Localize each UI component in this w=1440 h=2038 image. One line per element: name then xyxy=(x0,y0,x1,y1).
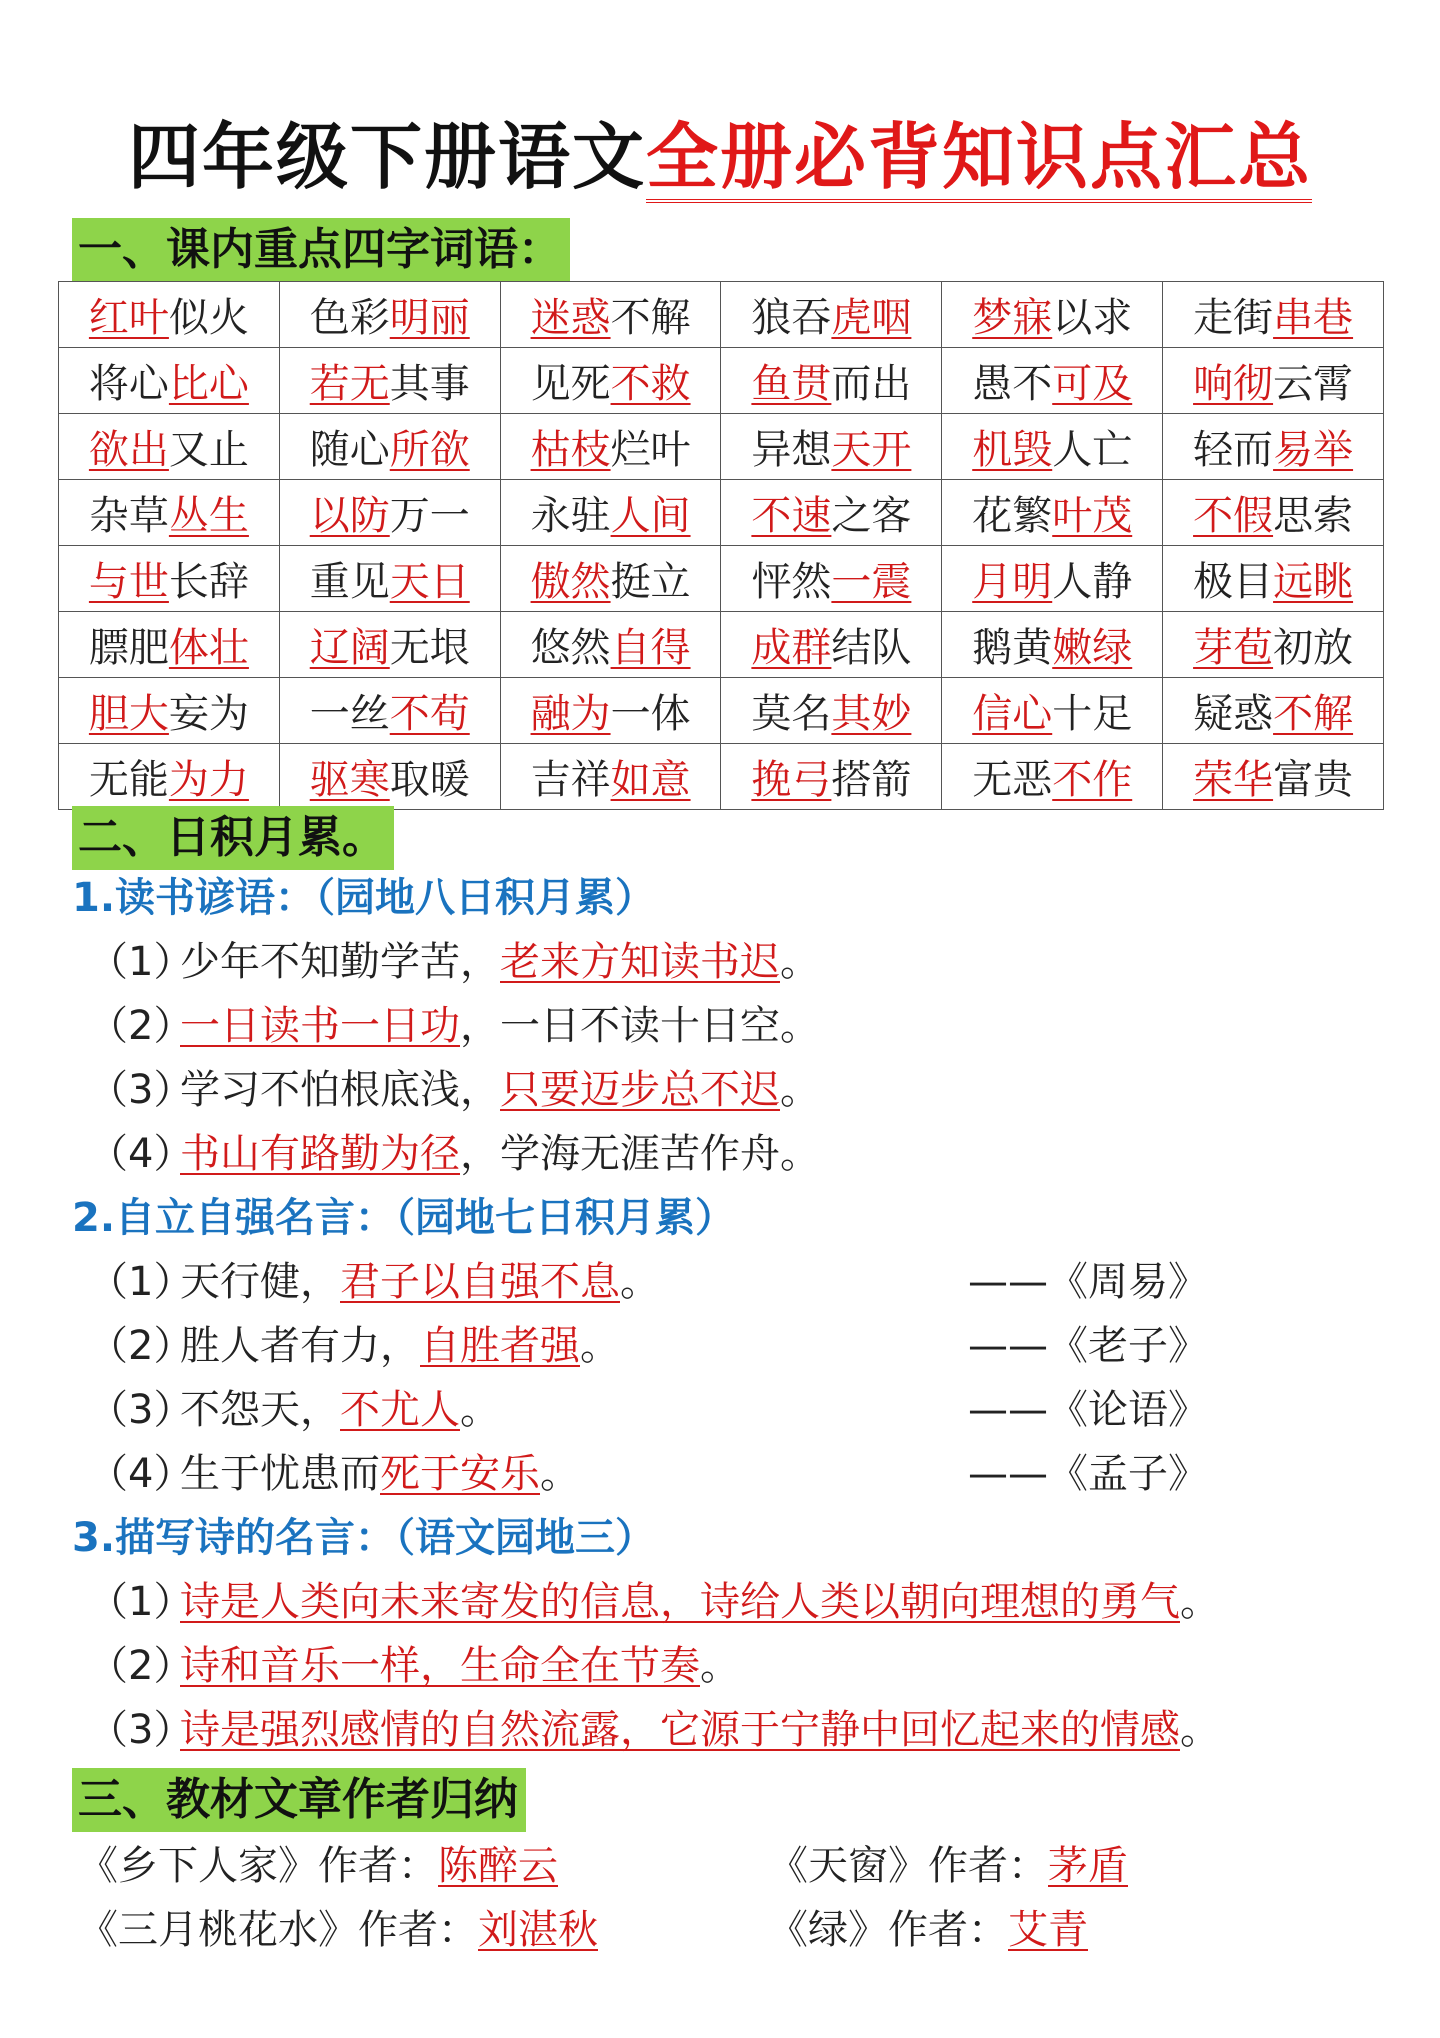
quote-punct: 。 xyxy=(620,1259,660,1305)
idiom-part: 走街 xyxy=(1193,295,1274,341)
idiom-part: 梦寐 xyxy=(972,295,1053,341)
item-number: （1） xyxy=(88,1579,194,1625)
idiom-cell xyxy=(59,744,280,810)
idiom-part: 云霄 xyxy=(1273,361,1354,407)
section3-heading: 三、教材文章作者归纳 xyxy=(72,1768,526,1832)
table-row xyxy=(59,678,1384,744)
idiom-part: 人亡 xyxy=(1052,427,1133,473)
idiom-part: 妄为 xyxy=(168,691,249,737)
idiom-part: 无恶 xyxy=(972,757,1053,803)
idiom-part: 成群 xyxy=(751,625,832,671)
quote-source: ——《老子》 xyxy=(968,1323,1208,1369)
idiom-cell xyxy=(721,612,942,678)
idiom-cell xyxy=(279,612,500,678)
idiom-part: 无垠 xyxy=(389,625,470,671)
quote-punct: 。 xyxy=(540,1451,580,1497)
table-row xyxy=(59,348,1384,414)
table-row xyxy=(59,744,1384,810)
idiom-cell xyxy=(279,282,500,348)
quote-text: 胜人者有力， xyxy=(180,1323,420,1369)
item-number: （2） xyxy=(88,1643,194,1689)
idiom-cell xyxy=(1163,282,1384,348)
idiom-cell xyxy=(721,744,942,810)
author-name: 刘湛秋 xyxy=(478,1907,598,1953)
idiom-part: 不解 xyxy=(610,295,691,341)
sub1-heading: 1.读书谚语：（园地八日积月累） xyxy=(72,875,656,921)
idiom-part: 叶茂 xyxy=(1052,493,1133,539)
idiom-cell xyxy=(942,348,1163,414)
idiom-part: 怦然 xyxy=(751,559,832,605)
title-black: 四年级下册语文 xyxy=(127,115,646,199)
idiom-part: 比心 xyxy=(168,361,249,407)
idiom-part: 人间 xyxy=(610,493,691,539)
idiom-part: 月明 xyxy=(972,559,1053,605)
idiom-part: 虎咽 xyxy=(831,295,912,341)
proverb-line xyxy=(88,998,820,1054)
idiom-part: 响彻 xyxy=(1193,361,1274,407)
idiom-part: 自得 xyxy=(610,625,691,671)
idiom-part: 膘肥 xyxy=(88,625,169,671)
idiom-cell xyxy=(721,348,942,414)
idiom-part: 辽阔 xyxy=(309,625,390,671)
idiom-part: 似火 xyxy=(168,295,249,341)
idiom-part: 体壮 xyxy=(168,625,249,671)
idiom-part: 傲然 xyxy=(530,559,611,605)
idiom-cell xyxy=(59,546,280,612)
table-row xyxy=(59,480,1384,546)
idiom-part: 无能 xyxy=(88,757,169,803)
quote-red: 自胜者强 xyxy=(420,1323,580,1369)
idiom-cell xyxy=(942,480,1163,546)
idiom-part: 明丽 xyxy=(389,295,470,341)
idiom-part: 花繁 xyxy=(972,493,1053,539)
idiom-cell xyxy=(279,546,500,612)
idiom-cell xyxy=(279,678,500,744)
idiom-part: 烂叶 xyxy=(610,427,691,473)
idiom-cell xyxy=(500,546,721,612)
idiom-part: 不解 xyxy=(1273,691,1354,737)
quote-source: ——《周易》 xyxy=(968,1259,1208,1305)
idiom-part: 芽苞 xyxy=(1193,625,1274,671)
author-entry xyxy=(768,1902,1088,1958)
idiom-part: 思索 xyxy=(1273,493,1354,539)
idiom-cell xyxy=(59,348,280,414)
idiom-part: 之客 xyxy=(831,493,912,539)
idiom-part: 不苟 xyxy=(389,691,470,737)
idiom-part: 轻而 xyxy=(1193,427,1274,473)
idiom-part: 可及 xyxy=(1052,361,1133,407)
idiom-part: 串巷 xyxy=(1273,295,1354,341)
idiom-part: 异想 xyxy=(751,427,832,473)
quote-text: 天行健， xyxy=(180,1259,340,1305)
idiom-part: 结队 xyxy=(831,625,912,671)
author-name: 陈醉云 xyxy=(438,1843,558,1889)
idiom-part: 胆大 xyxy=(88,691,169,737)
idiom-cell xyxy=(59,678,280,744)
idiom-cell xyxy=(1163,348,1384,414)
quote-punct: 。 xyxy=(580,1323,620,1369)
idiom-part: 随心 xyxy=(309,427,390,473)
idiom-part: 十足 xyxy=(1052,691,1133,737)
idiom-part: 鹅黄 xyxy=(972,625,1053,671)
idiom-cell xyxy=(59,480,280,546)
idiom-part: 挽弓 xyxy=(751,757,832,803)
idiom-part: 如意 xyxy=(610,757,691,803)
proverb-red: 书山有路勤为径 xyxy=(180,1131,460,1177)
idiom-part: 重见 xyxy=(309,559,390,605)
title-red: 全册必背知识点汇总 xyxy=(646,115,1312,203)
item-number: （4） xyxy=(88,1131,194,1177)
idiom-part: 而出 xyxy=(831,361,912,407)
idiom-cell xyxy=(279,348,500,414)
idiom-part: 天开 xyxy=(831,427,912,473)
idiom-part: 人静 xyxy=(1052,559,1133,605)
idiom-cell xyxy=(59,414,280,480)
quote-line xyxy=(88,1254,1208,1310)
proverb-red: 只要迈步总不迟 xyxy=(500,1067,780,1113)
idiom-part: 若无 xyxy=(309,361,390,407)
quote-punct: 。 xyxy=(460,1387,500,1433)
proverb-punct: 。 xyxy=(780,1067,820,1113)
idiom-part: 愚不 xyxy=(972,361,1053,407)
quote-red: 不尤人 xyxy=(340,1387,460,1433)
idiom-cell xyxy=(1163,612,1384,678)
author-entry xyxy=(78,1838,558,1894)
idiom-part: 融为 xyxy=(530,691,611,737)
item-number: （2） xyxy=(88,1003,194,1049)
idiom-table xyxy=(58,281,1384,810)
item-number: （4） xyxy=(88,1451,194,1497)
idiom-cell xyxy=(1163,678,1384,744)
section2-heading: 二、日积月累。 xyxy=(72,806,394,870)
quote-red: 君子以自强不息 xyxy=(340,1259,620,1305)
idiom-cell xyxy=(942,546,1163,612)
idiom-part: 易举 xyxy=(1273,427,1354,473)
idiom-cell xyxy=(59,282,280,348)
idiom-part: 鱼贯 xyxy=(751,361,832,407)
idiom-cell xyxy=(279,480,500,546)
book-title: 《天窗》作者： xyxy=(768,1843,1048,1889)
idiom-cell xyxy=(721,678,942,744)
proverb-red: 老来方知读书迟 xyxy=(500,939,780,985)
idiom-part: 欲出 xyxy=(88,427,169,473)
idiom-part: 嫩绿 xyxy=(1052,625,1133,671)
poem-quote-line xyxy=(88,1574,1220,1630)
idiom-cell xyxy=(500,744,721,810)
poem-quote-punct: 。 xyxy=(1180,1707,1220,1753)
idiom-part: 杂草 xyxy=(88,493,169,539)
poem-quote-red: 诗是人类向未来寄发的信息，诗给人类以朝向理想的勇气 xyxy=(180,1579,1180,1625)
idiom-part: 一体 xyxy=(610,691,691,737)
idiom-part: 以求 xyxy=(1052,295,1133,341)
idiom-part: 与世 xyxy=(88,559,169,605)
idiom-cell xyxy=(1163,546,1384,612)
quote-text: 生于忧患而 xyxy=(180,1451,380,1497)
idiom-part: 其妙 xyxy=(831,691,912,737)
idiom-cell xyxy=(942,612,1163,678)
idiom-part: 取暖 xyxy=(389,757,470,803)
table-row xyxy=(59,612,1384,678)
idiom-cell xyxy=(721,546,942,612)
idiom-part: 以防 xyxy=(309,493,390,539)
quote-line xyxy=(88,1446,1208,1502)
section1-heading: 一、课内重点四字词语： xyxy=(72,218,570,282)
item-number: （3） xyxy=(88,1387,194,1433)
idiom-part: 迷惑 xyxy=(530,295,611,341)
table-row xyxy=(59,546,1384,612)
poem-quote-line xyxy=(88,1702,1220,1758)
book-title: 《绿》作者： xyxy=(768,1907,1008,1953)
item-number: （2） xyxy=(88,1323,194,1369)
table-row xyxy=(59,282,1384,348)
idiom-part: 狼吞 xyxy=(751,295,832,341)
author-entry xyxy=(78,1902,598,1958)
quote-source: ——《孟子》 xyxy=(968,1451,1208,1497)
idiom-cell xyxy=(721,480,942,546)
idiom-part: 红叶 xyxy=(88,295,169,341)
idiom-cell xyxy=(1163,414,1384,480)
idiom-part: 将心 xyxy=(88,361,169,407)
idiom-cell xyxy=(500,612,721,678)
idiom-part: 不救 xyxy=(610,361,691,407)
item-number: （3） xyxy=(88,1067,194,1113)
poem-quote-punct: 。 xyxy=(1180,1579,1220,1625)
proverb-text: 少年不知勤学苦， xyxy=(180,939,500,985)
idiom-part: 不假 xyxy=(1193,493,1274,539)
idiom-cell xyxy=(942,282,1163,348)
idiom-cell xyxy=(500,480,721,546)
author-entry xyxy=(768,1838,1128,1894)
idiom-cell xyxy=(942,414,1163,480)
proverb-line xyxy=(88,1126,820,1182)
idiom-part: 天日 xyxy=(389,559,470,605)
item-number: （1） xyxy=(88,1259,194,1305)
sub2-heading: 2.自立自强名言：（园地七日积月累） xyxy=(72,1195,736,1241)
idiom-cell xyxy=(500,348,721,414)
idiom-cell xyxy=(721,282,942,348)
poem-quote-red: 诗和音乐一样，生命全在节奏 xyxy=(180,1643,700,1689)
idiom-part: 所欲 xyxy=(389,427,470,473)
proverb-red: 一日读书一日功 xyxy=(180,1003,460,1049)
sub3-heading: 3.描写诗的名言：（语文园地三） xyxy=(72,1515,656,1561)
item-number: （3） xyxy=(88,1707,194,1753)
poem-quote-red: 诗是强烈感情的自然流露，它源于宁静中回忆起来的情感 xyxy=(180,1707,1180,1753)
idiom-part: 其事 xyxy=(389,361,470,407)
author-name: 艾青 xyxy=(1008,1907,1088,1953)
poem-quote-punct: 。 xyxy=(700,1643,740,1689)
idiom-part: 又止 xyxy=(168,427,249,473)
idiom-part: 机毁 xyxy=(972,427,1053,473)
idiom-part: 莫名 xyxy=(751,691,832,737)
idiom-part: 见死 xyxy=(530,361,611,407)
idiom-cell xyxy=(1163,480,1384,546)
idiom-cell xyxy=(279,414,500,480)
idiom-part: 永驻 xyxy=(530,493,611,539)
poem-quote-line xyxy=(88,1638,740,1694)
idiom-part: 信心 xyxy=(972,691,1053,737)
page-title xyxy=(0,112,1440,202)
idiom-part: 不速 xyxy=(751,493,832,539)
author-name: 茅盾 xyxy=(1048,1843,1128,1889)
proverb-line xyxy=(88,1062,820,1118)
idiom-cell xyxy=(279,744,500,810)
idiom-part: 驱寒 xyxy=(309,757,390,803)
quote-source: ——《论语》 xyxy=(968,1387,1208,1433)
item-number: （1） xyxy=(88,939,194,985)
idiom-part: 枯枝 xyxy=(530,427,611,473)
idiom-part: 富贵 xyxy=(1273,757,1354,803)
idiom-part: 万一 xyxy=(389,493,470,539)
proverb-text: 学习不怕根底浅， xyxy=(180,1067,500,1113)
book-title: 《乡下人家》作者： xyxy=(78,1843,438,1889)
idiom-cell xyxy=(500,282,721,348)
idiom-cell xyxy=(500,678,721,744)
idiom-part: 极目 xyxy=(1193,559,1274,605)
idiom-part: 吉祥 xyxy=(530,757,611,803)
idiom-part: 色彩 xyxy=(309,295,390,341)
idiom-part: 疑惑 xyxy=(1193,691,1274,737)
quote-line xyxy=(88,1382,1208,1438)
idiom-part: 搭箭 xyxy=(831,757,912,803)
quote-line xyxy=(88,1318,1208,1374)
idiom-cell xyxy=(721,414,942,480)
idiom-part: 一震 xyxy=(831,559,912,605)
proverb-punct: 。 xyxy=(780,939,820,985)
book-title: 《三月桃花水》作者： xyxy=(78,1907,478,1953)
quote-red: 死于安乐 xyxy=(380,1451,540,1497)
idiom-cell xyxy=(1163,744,1384,810)
quote-text: 不怨天， xyxy=(180,1387,340,1433)
idiom-part: 荣华 xyxy=(1193,757,1274,803)
proverb-line xyxy=(88,934,820,990)
idiom-part: 丛生 xyxy=(168,493,249,539)
idiom-part: 初放 xyxy=(1273,625,1354,671)
idiom-part: 一丝 xyxy=(309,691,390,737)
idiom-part: 远眺 xyxy=(1273,559,1354,605)
idiom-cell xyxy=(59,612,280,678)
idiom-cell xyxy=(500,414,721,480)
idiom-part: 悠然 xyxy=(530,625,611,671)
idiom-part: 为力 xyxy=(168,757,249,803)
idiom-part: 不作 xyxy=(1052,757,1133,803)
idiom-part: 长辞 xyxy=(168,559,249,605)
idiom-cell xyxy=(942,678,1163,744)
proverb-text: ，一日不读十日空。 xyxy=(460,1003,820,1049)
table-row xyxy=(59,414,1384,480)
idiom-cell xyxy=(942,744,1163,810)
idiom-part: 挺立 xyxy=(610,559,691,605)
proverb-text: ，学海无涯苦作舟。 xyxy=(460,1131,820,1177)
